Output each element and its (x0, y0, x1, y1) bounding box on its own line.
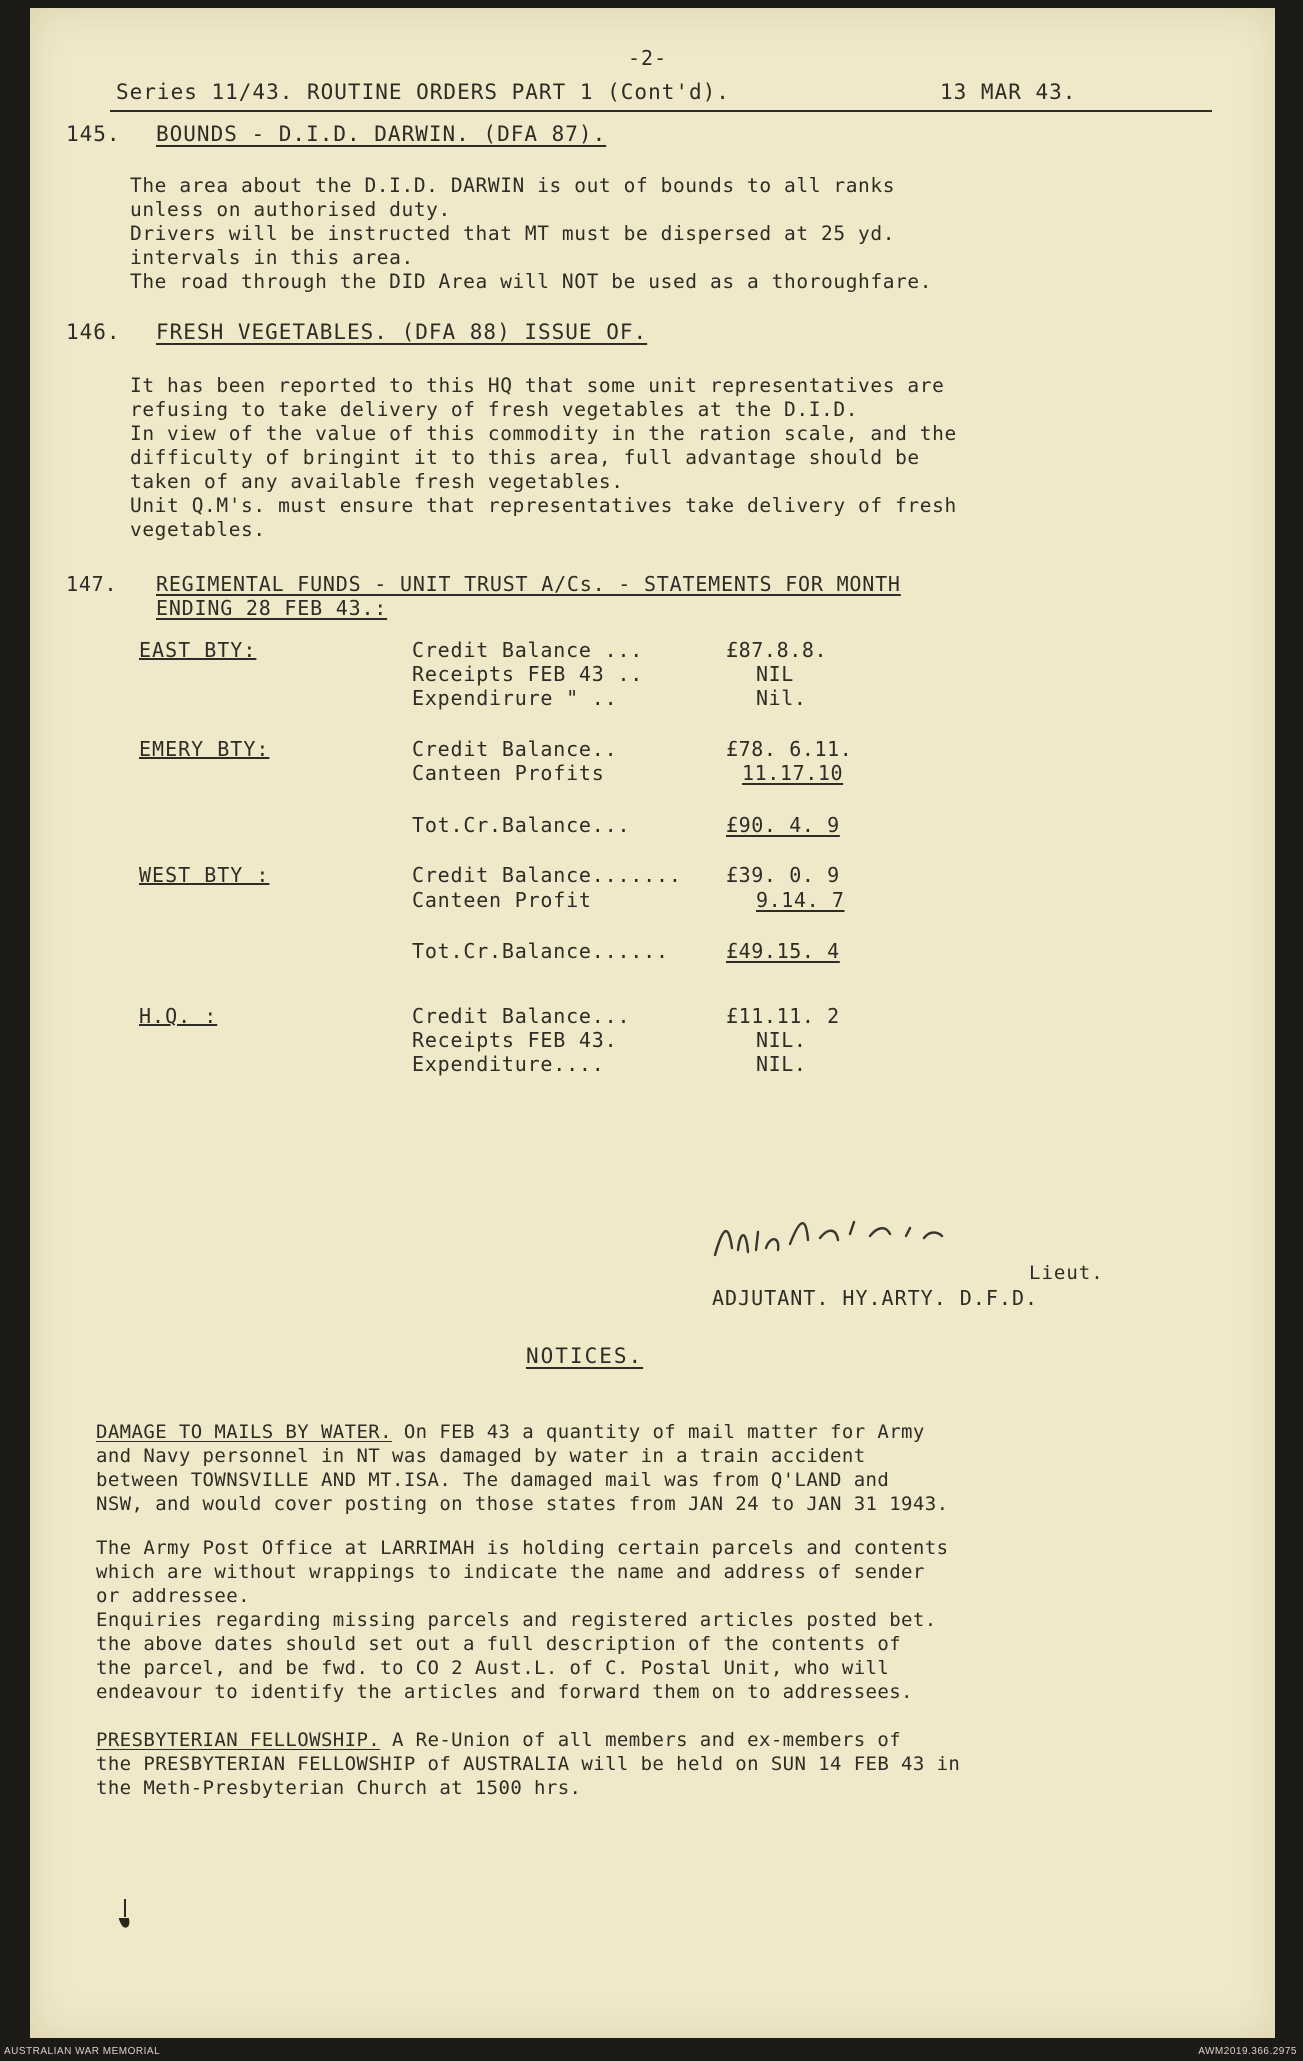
header-date: 13 MAR 43. (940, 80, 1077, 104)
notice-heading: DAMAGE TO MAILS BY WATER. (96, 1421, 392, 1443)
fund-row-amount: 9.14. 7 (756, 888, 845, 912)
fund-unit-name: EAST BTY: (139, 638, 257, 662)
fund-row-label: Receipts FEB 43. (412, 1028, 618, 1052)
fund-row-label: Expenditure.... (412, 1052, 605, 1076)
fund-row-label: Tot.Cr.Balance...... (412, 939, 669, 963)
ink-mark (116, 1897, 134, 1931)
fund-row-amount: £87.8.8. (726, 638, 828, 662)
item-number: 146. (66, 320, 121, 344)
fund-row-label: Credit Balance.. (412, 737, 618, 761)
item-number: 147. (66, 572, 118, 596)
footer-accession-number: AWM2019.366.2975 (1198, 2046, 1297, 2057)
item-title: FRESH VEGETABLES. (DFA 88) ISSUE OF. (156, 320, 648, 344)
fund-row-label: Credit Balance... (412, 1004, 631, 1028)
notices-title: NOTICES. (526, 1344, 644, 1368)
fund-row-amount: NIL. (756, 1052, 807, 1076)
fund-row-amount: Nil. (756, 686, 807, 710)
notice-army-post-office (96, 1512, 1176, 1704)
fund-row-label: Canteen Profit (412, 888, 592, 912)
header-series-title: Series 11/43. ROUTINE ORDERS PART 1 (Cont'd). (116, 80, 730, 104)
fund-row-label: Tot.Cr.Balance... (412, 813, 631, 837)
notice-presbyterian-fellowship (96, 1704, 1176, 1800)
notice-text: On FEB 43 a quantity of mail matter for Army and Navy personnel in NT was damaged by water in a train accident between TOWNSVILLE AND MT.ISA. The damaged mail was from Q'LAND and NSW, and would cover posting on those states from JAN 24 to JAN 31 1943. (96, 1421, 949, 1515)
signature-rank: Lieut. (1029, 1262, 1104, 1284)
fund-row-amount: 11.17.10 (742, 761, 844, 785)
item-title: REGIMENTAL FUNDS - UNIT TRUST A/Cs. - STATEMENTS FOR MONTH ENDING 28 FEB 43.: (156, 572, 901, 620)
notice-text: A Re-Union of all members and ex-members of the PRESBYTERIAN FELLOWSHIP of AUSTRALIA will be held on SUN 14 FEB 43 in the Meth-Presbyterian Church at 1500 hrs. (96, 1729, 961, 1799)
fund-unit-name: EMERY BTY: (139, 737, 270, 761)
handwritten-signature (710, 1210, 970, 1270)
notice-text: The Army Post Office at LARRIMAH is holding certain parcels and contents which are without wrappings to indicate the name and address of sender or addressee. Enquiries regarding missing parcels and registered articles posted bet. the above dates should set out a full description of the contents of the parcel, and be fwd. to CO 2 Aust.L. of C. Postal Unit, who will endeavour to identify the articles and forward them on to addressees. (96, 1537, 949, 1703)
fund-row-amount: £11.11. 2 (726, 1004, 840, 1028)
fund-row-amount: NIL (756, 662, 794, 686)
fund-row-label: Credit Balance....... (412, 863, 682, 887)
item-146-heading (66, 320, 647, 344)
footer-institution: AUSTRALIAN WAR MEMORIAL (4, 2046, 161, 2057)
document-header (110, 70, 1212, 112)
fund-row-amount: £78. 6.11. (726, 737, 853, 761)
item-146-body: It has been reported to this HQ that some unit representatives are refusing to take delivery of fresh vegetables at the D.I.D. In view of the value of this commodity in the ration scale, and the difficulty of bringint it to this area, full advantage should be taken of any available fresh vegetables. Unit Q.M's. must ensure that representatives take delivery of fresh vegetables. (130, 374, 957, 541)
item-title: BOUNDS - D.I.D. DARWIN. (DFA 87). (156, 122, 607, 146)
fund-row-label: Receipts FEB 43 .. (412, 662, 644, 686)
signature-title: ADJUTANT. HY.ARTY. D.F.D. (712, 1286, 1039, 1310)
fund-row-label: Expendirure " .. (412, 686, 618, 710)
fund-row-amount: £49.15. 4 (726, 939, 840, 963)
item-number: 145. (66, 122, 121, 146)
fund-row-amount: £90. 4. 9 (726, 813, 840, 837)
fund-unit-name: H.Q. : (139, 1004, 218, 1028)
fund-row-label: Canteen Profits (412, 761, 605, 785)
item-145-heading (66, 122, 606, 146)
notice-heading: PRESBYTERIAN FELLOWSHIP. (96, 1729, 381, 1751)
fund-row-label: Credit Balance ... (412, 638, 644, 662)
fund-row-amount: £39. 0. 9 (726, 863, 840, 887)
fund-row-amount: NIL. (756, 1028, 807, 1052)
item-145-body: The area about the D.I.D. DARWIN is out of bounds to all ranks unless on authorised duty. Drivers will be instructed that MT must be dispersed at 25 yd. intervals in this area. The road through the DID Area will NOT be used as a thoroughfare. (130, 174, 933, 293)
fund-unit-name: WEST BTY : (139, 863, 270, 887)
notice-damage-to-mails (96, 1396, 1176, 1516)
page-number: -2- (628, 46, 668, 70)
